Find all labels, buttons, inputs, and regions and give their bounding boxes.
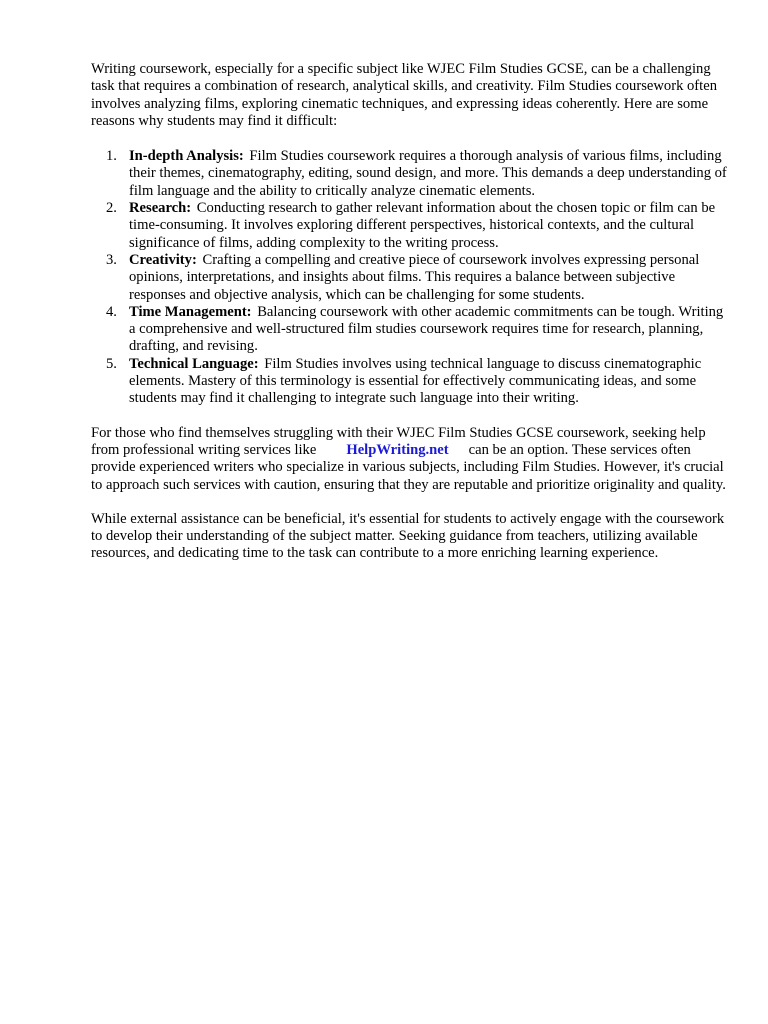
closing-paragraph: While external assistance can be beneficial, it's essential for students to actively engage with the coursework to develop their understanding of the subject matter. Seeking guidance from teachers, utilizing available resources, and dedicating time to the task can contribute to a more enriching learning experience. [91, 510, 725, 562]
list-text: Conducting research to gather relevant information about the chosen topic or film can be time-consuming. It involves exploring different perspectives, historical contexts, and the cultural significance of films, adding complexity to the writing process. [129, 200, 716, 251]
help-text-before: For those who find themselves struggling with their WJEC Film Studies GCSE coursework, seeking help from professional writing services like [91, 424, 706, 458]
reasons-list [91, 148, 731, 407]
list-number: 1. [106, 148, 117, 165]
help-paragraph [91, 425, 731, 494]
list-term: Creativity: [129, 251, 197, 268]
help-text-after: can be an option. These services often provide experienced writers who specialize in various subjects, including Film Studies. However, it's crucial to approach such services with caution, ensuring that they are reputable and prioritize originality and quality. [91, 441, 726, 493]
list-number: 5. [106, 355, 117, 372]
list-number: 3. [106, 251, 117, 268]
list-text: Film Studies involves using technical language to discuss cinematographic elements. Mastery of this terminology is essential for effectively communicating ideas, and some students may find it challenging to integrate such language into their writing. [129, 355, 702, 407]
list-text: Film Studies coursework requires a thorough analysis of various films, including their themes, cinematography, editing, sound design, and more. This demands a deep understanding of film language and the ability to critically analyze cinematic elements. [129, 148, 727, 199]
list-text: Crafting a compelling and creative piece of coursework involves expressing personal opinions, interpretations, and insights about films. This requires a balance between subjective responses and objective analysis, which can be challenging for some students. [129, 251, 700, 303]
list-number: 2. [106, 200, 117, 217]
list-item [106, 303, 731, 356]
list-item [106, 251, 731, 304]
intro-paragraph: Writing coursework, especially for a specific subject like WJEC Film Studies GCSE, can be a challenging task that requires a combination of research, analytical skills, and creativity. Film Studies coursework often involves analyzing films, exploring cinematic techniques, and expressing ideas coherently. Here are some reasons why students may find it difficult: [91, 61, 717, 129]
list-term: Technical Language: [129, 355, 259, 372]
list-number: 4. [106, 303, 117, 320]
list-term: In-depth Analysis: [129, 148, 244, 165]
list-term: Research: [129, 200, 192, 217]
list-term: Time Management: [129, 303, 252, 320]
list-item [106, 148, 731, 200]
list-item [106, 355, 731, 408]
list-item [106, 200, 731, 252]
helpwriting-link[interactable]: HelpWriting.net [346, 441, 449, 458]
list-text: Balancing coursework with other academic commitments can be tough. Writing a comprehensive and well-structured film studies coursework requires time for research, planning, drafting, and revising. [129, 303, 724, 355]
document-page [91, 61, 731, 563]
